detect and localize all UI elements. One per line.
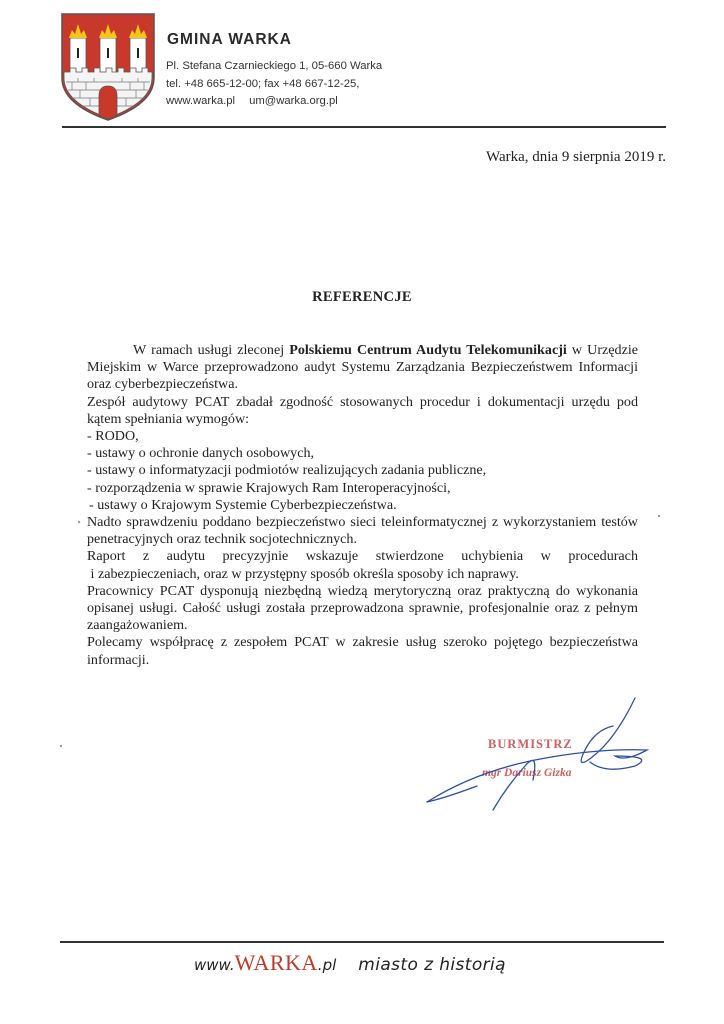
footer-branding	[194, 950, 506, 976]
stamp-title: BURMISTRZ	[488, 737, 573, 751]
town-coat-of-arms-icon	[60, 12, 156, 122]
header-divider	[62, 126, 666, 128]
scan-speck	[60, 745, 62, 747]
email-link[interactable]: um@warka.org.pl	[249, 95, 338, 107]
list-item: - ustawy o informatyzacji podmiotów realizujących zadania publiczne,	[87, 462, 487, 479]
company-name: Polskiemu Centrum Audytu Telekomunikacji	[289, 342, 567, 358]
paragraph-report-line2: i zabezpieczeniach, oraz w przystępny sposób określa sposoby ich naprawy.	[87, 565, 519, 582]
requirements-list	[87, 428, 638, 514]
scan-speck	[78, 521, 80, 523]
list-item: - ustawy o Krajowym Systemie Cyberbezpieczeństwa.	[89, 496, 397, 513]
paragraph-report-line1: Raport z audytu precyzyjnie wskazuje stwierdzone uchybienia w procedurach	[87, 548, 638, 565]
document-title: REFERENCJE	[312, 289, 412, 305]
scan-speck	[658, 515, 660, 517]
address-line: Pl. Stefana Czarnieckiego 1, 05-660 Warka	[166, 60, 383, 72]
footer-divider	[60, 941, 664, 943]
footer-brand: WARKA	[234, 950, 318, 975]
paragraph-scope: Zespół audytowy PCAT zbadał zgodność stosowanych procedur i dokumentacji urzędu pod kątem spełniania wymogów:	[87, 393, 638, 427]
footer-domain: .pl	[317, 956, 337, 974]
paragraph-network-test: Nadto sprawdzeniu poddano bezpieczeństwo sieci teleinformatycznej z wykorzystaniem testów penetracyjnych oraz technik socjotechnicznych.	[87, 514, 638, 548]
phone-fax-line: tel. +48 665-12-00; fax +48 667-12-25,	[166, 77, 360, 90]
list-item: - rozporządzenia w sprawie Krajowych Ram Interoperacyjności,	[87, 479, 451, 496]
letter-body	[87, 342, 638, 669]
website-link[interactable]: www.warka.pl	[166, 95, 236, 107]
stamp-name: mgr Dariusz Gizka	[482, 767, 572, 779]
handwritten-signature-icon	[415, 690, 665, 815]
footer-www: www.	[194, 956, 235, 974]
date-line: Warka, dnia 9 sierpnia 2019 r.	[486, 149, 666, 165]
paragraph-intro: W ramach usługi zleconej Polskiemu Centrum Audytu Telekomunikacji w Urzędzie Miejskim w Warce przeprowadzono audyt Systemu Zarządzania Bezpieczeństwem Informacji oraz cyberbezpieczeństwa.	[87, 342, 638, 393]
list-item: - ustawy o ochronie danych osobowych,	[87, 445, 315, 462]
paragraph-recommendation: Polecamy współpracę z zespołem PCAT w zakresie usług szeroko pojętego bezpieczeństwa informacji.	[87, 634, 638, 668]
organization-name: GMINA WARKA	[167, 31, 292, 48]
paragraph-staff: Pracownicy PCAT dysponują niezbędną wiedzą merytoryczną oraz praktyczną do wykonania opisanej usługi. Całość usługi została przeprowadzona sprawnie, profesjonalnie oraz z pełnym zaangażowaniem.	[87, 582, 638, 634]
organization-contact	[166, 58, 382, 111]
footer-slogan: miasto z historią	[358, 955, 506, 975]
web-email-line	[166, 93, 382, 111]
list-item: - RODO,	[87, 428, 139, 445]
